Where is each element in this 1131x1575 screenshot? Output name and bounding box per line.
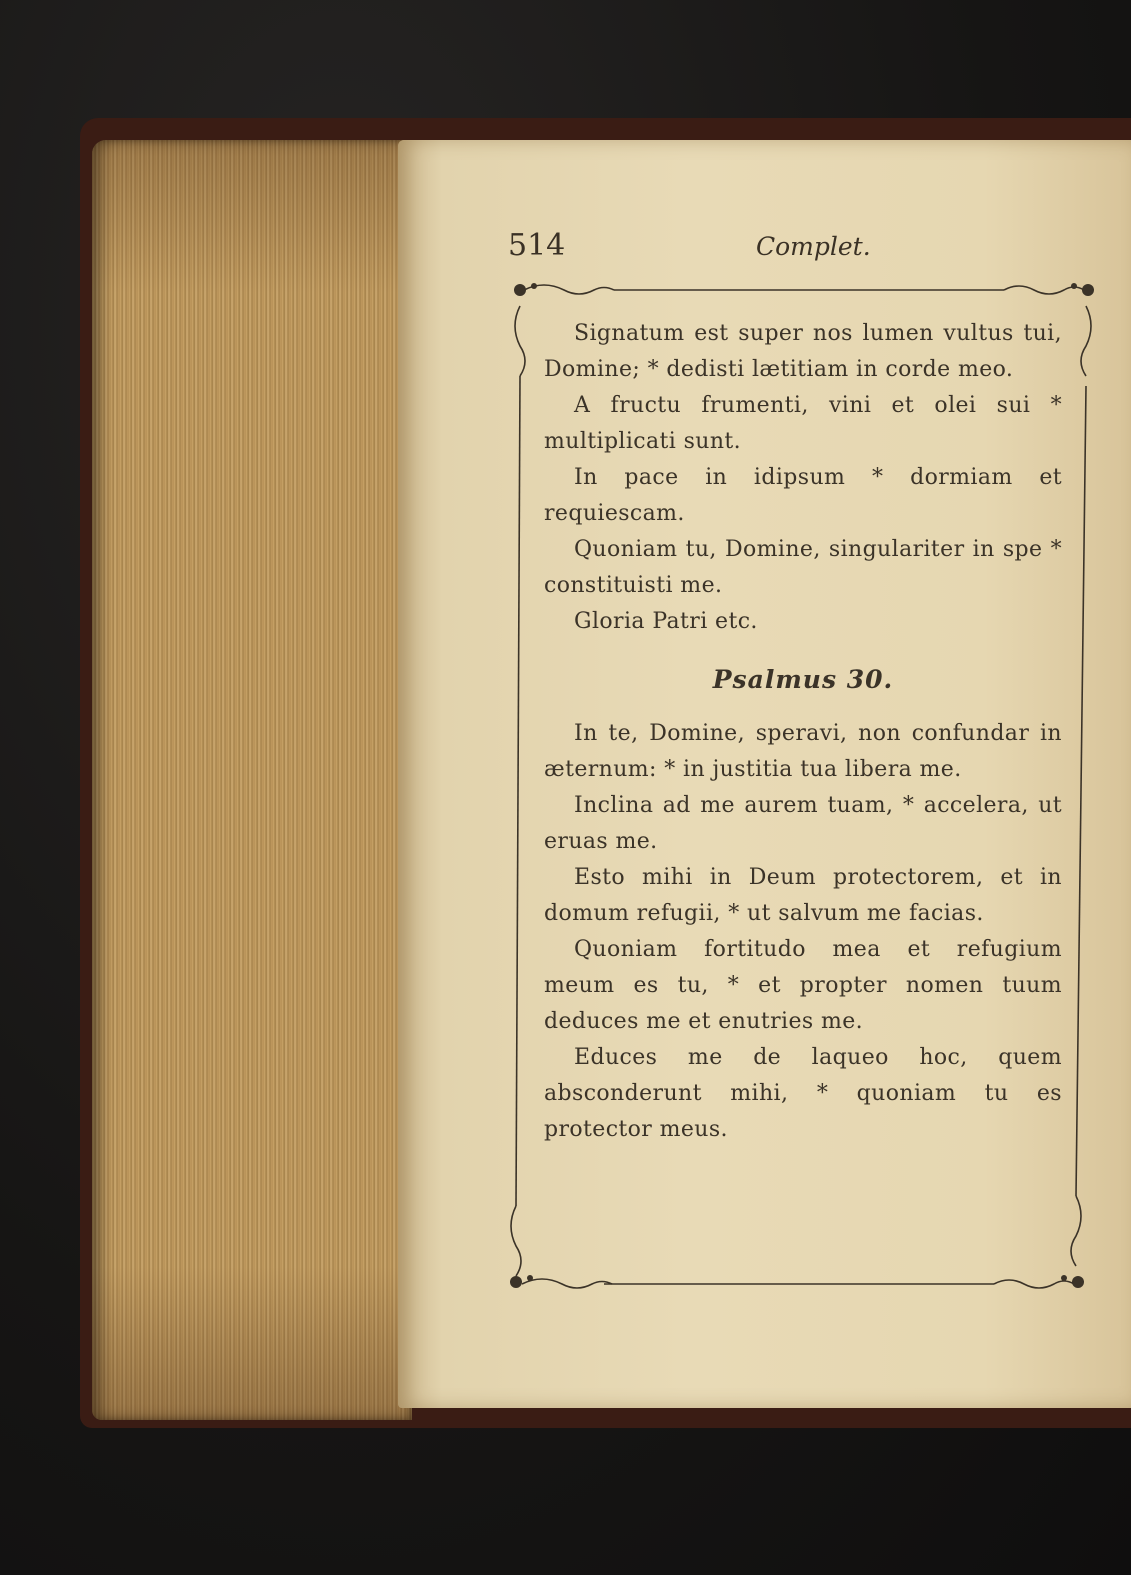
page-number: 514 [508, 228, 566, 263]
verse: Esto mihi in Deum protectorem, et in domum refugii, * ut salvum me facias. [544, 865, 1062, 926]
verse: Educes me de laqueo hoc, quem absconderunt mihi, * quoniam tu es protector meus. [544, 1045, 1062, 1142]
verse: A fructu frumenti, vini et olei sui * multiplicati sunt. [544, 393, 1062, 454]
verse: Inclina ad me aurem tuam, * accelera, ut eruas me. [544, 793, 1062, 854]
verse: Quoniam tu, Domine, singulariter in spe * constituisti me. [544, 537, 1062, 598]
page-text [544, 316, 1062, 1148]
verse: Signatum est super nos lumen vultus tui, Domine; * dedisti lætitiam in corde meo. [544, 321, 1062, 382]
running-head [508, 228, 1068, 268]
page-edges [92, 140, 412, 1420]
verse: Gloria Patri etc. [574, 609, 758, 634]
verse: Quoniam fortitudo mea et refugium meum es tu, * et propter nomen tuum deduces me et enutries me. [544, 937, 1062, 1034]
verse: In pace in idipsum * dormiam et requiescam. [544, 465, 1062, 526]
psalm-heading: Psalmus 30. [712, 665, 894, 694]
verse: In te, Domine, speravi, non confundar in æternum: * in justitia tua libera me. [544, 721, 1062, 782]
running-title: Complet. [756, 232, 871, 261]
